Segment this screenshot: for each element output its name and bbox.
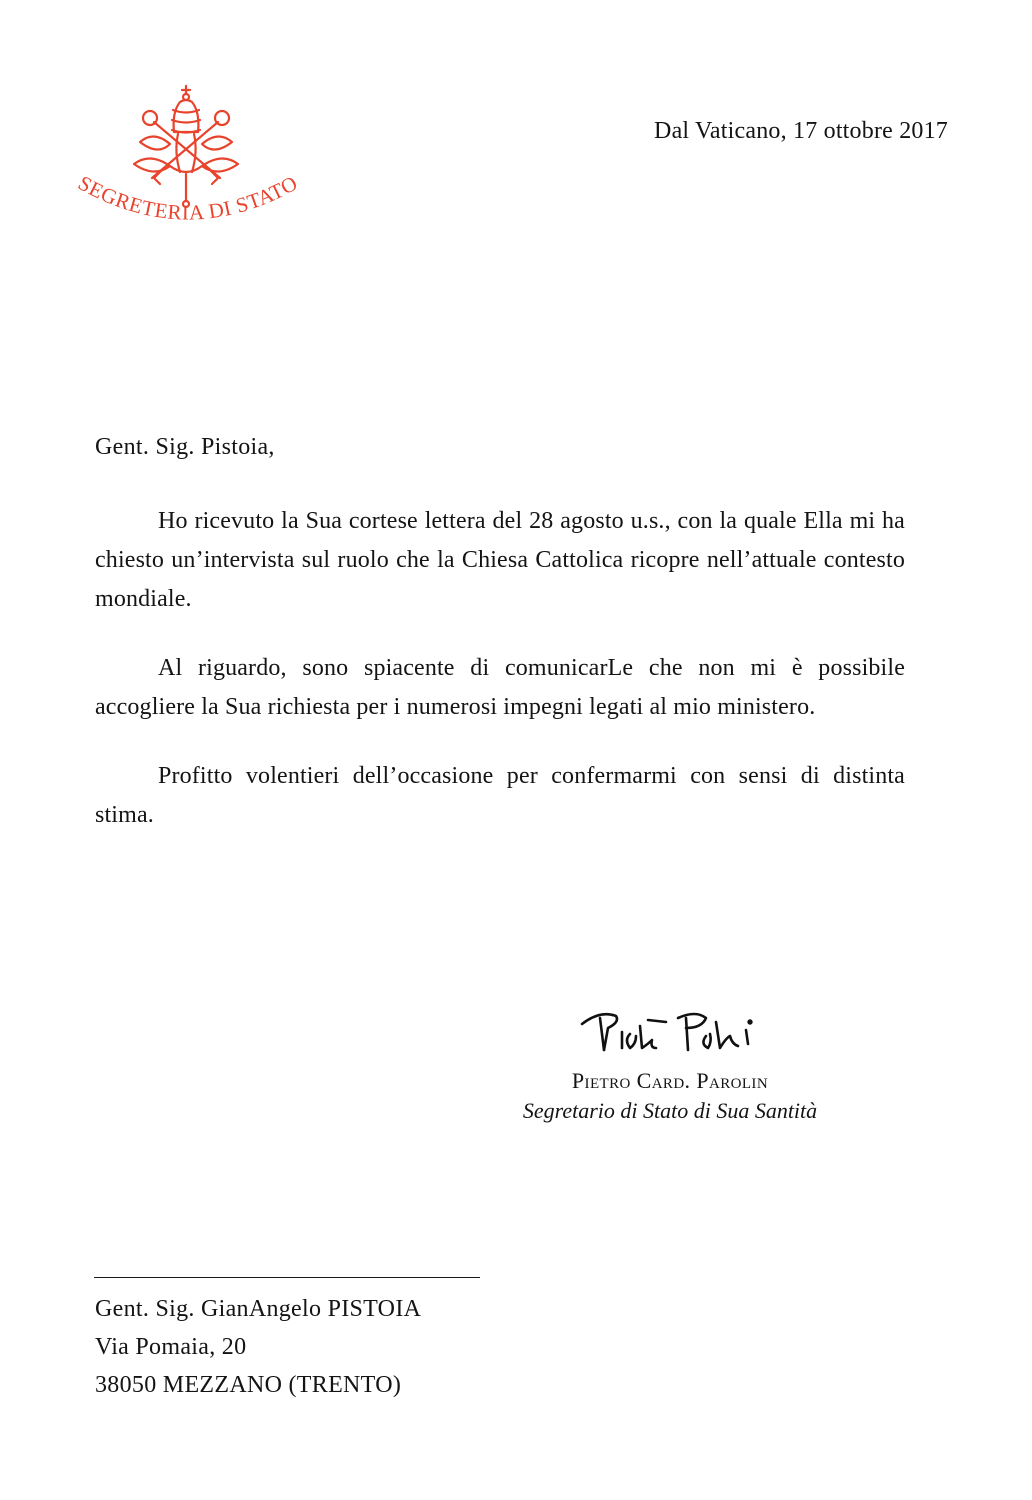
letter-date: Dal Vaticano, 17 ottobre 2017: [654, 118, 948, 144]
recipient-address: [95, 1290, 421, 1404]
signature-block: [470, 1000, 870, 1124]
papal-emblem-icon: [58, 82, 320, 262]
recipient-name: Gent. Sig. GianAngelo PISTOIA: [95, 1296, 422, 1322]
signer-title: Segretario di Stato di Sua Santità: [522, 1098, 818, 1123]
letterhead-seal: [58, 82, 320, 262]
body-paragraph: Al riguardo, sono spiacente di comunicarLe che non mi è possibile accogliere la Sua richiesta per i numerosi impegni legati al mio ministero.: [95, 655, 905, 720]
divider: [94, 1277, 480, 1278]
recipient-city: 38050 MEZZANO (TRENTO): [95, 1372, 402, 1398]
salutation: Gent. Sig. Pistoia,: [95, 434, 275, 460]
recipient-street: Via Pomaia, 20: [95, 1334, 247, 1360]
signer-name: Pietro Card. Parolin: [571, 1068, 769, 1093]
body-paragraph: Profitto volentieri dell’occasione per confermarmi con sensi di distinta stima.: [95, 763, 905, 828]
handwritten-signature: [570, 1000, 770, 1062]
svg-text:SEGRETERIA DI STATO: SEGRETERIA DI STATO: [74, 170, 302, 225]
letter-body: [95, 502, 905, 865]
body-paragraph: Ho ricevuto la Sua cortese lettera del 28 agosto u.s., con la quale Ella mi ha chiesto un’intervista sul ruolo che la Chiesa Cattolica ricopre nell’attuale contesto mondiale.: [95, 508, 905, 612]
